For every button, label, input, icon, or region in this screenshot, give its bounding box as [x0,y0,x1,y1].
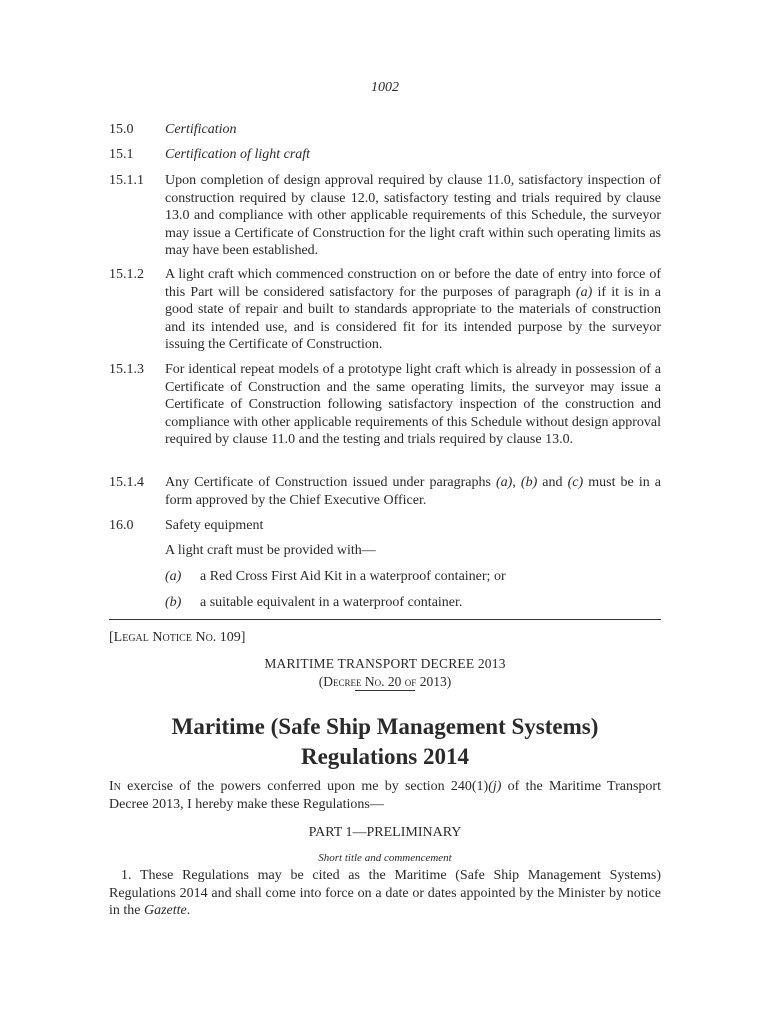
separator: and [537,475,568,490]
section-15-1-1 [109,172,661,260]
regulation-title [0,712,770,772]
regulation-title-line: Regulations 2014 [300,744,470,769]
legal-notice [109,630,245,646]
section-side-heading: Short title and commencement [318,852,452,864]
paragraph-ref: (c) [567,475,584,490]
decree-part: . 20 [381,674,405,689]
section-15-1-4 [109,474,661,509]
safety-intro [109,542,661,560]
legal-notice-part: Notice [148,630,192,645]
paragraph-ref: (a) [496,475,513,490]
section-number: 15.1 [109,147,134,162]
safety-intro-text: A light craft must be provided with— [165,543,376,558]
section-15-0 [109,121,661,139]
decree-part: ( [318,674,324,689]
section-15-1 [109,146,661,164]
section-number: 15.0 [109,122,134,137]
preamble-text: exercise of the powers conferred upon me by section 240(1) [120,779,489,794]
list-item [165,568,506,586]
section-text [165,474,661,509]
paragraph-ref: (b) [520,475,538,490]
separator: , [512,475,521,490]
list-item [165,594,462,612]
section-text-part: must be in a form approved by the Chief Executive Officer. [165,475,662,508]
section-text-part: A light craft which commenced construction on or before the date of entry into force of this Part will be considered satisfactory for the purposes of paragraph [165,267,661,300]
decree-part: of [404,674,417,689]
section-heading: Certification of light craft [165,147,311,162]
list-item-text: a Red Cross First Aid Kit in a waterproof container; or [200,569,506,584]
legal-notice-part: No [191,630,213,645]
paragraph-ref: (j) [488,779,502,794]
section-number: 15.1.3 [109,362,144,377]
list-item-text: a suitable equivalent in a waterproof container. [200,595,463,610]
section-text [165,266,661,354]
decree-part: Decree [323,674,362,689]
section-text-part: if it is in a good state of repair and built to standards appropriate to the materials of construction and its intended use, and is considered fit for its intended purpose by the surveyor issuing the Certificate of Construction. [165,284,661,353]
section-number: 15.1.1 [109,173,144,188]
decree-title: MARITIME TRANSPORT DECREE 2013 [264,656,506,671]
list-item-label: (a) [165,569,182,584]
list-item-label: (b) [165,595,182,610]
section-text-part: Any Certificate of Construction issued under paragraphs [165,475,496,490]
page-number: 1002 [371,80,399,95]
decree-part: 2013) [416,674,452,689]
short-divider [355,690,415,691]
regulation-text: 1. These Regulations may be cited as the Maritime (Safe Ship Management Systems) Regulations 2014 and shall come into force on a date or dates appointed by the Minister by notice in the [109,868,661,919]
regulation-text: . [186,903,191,919]
decree-number [0,674,770,690]
section-number: 16.0 [109,518,134,533]
preamble-text: of the Maritime Transport Decree 2013, I hereby make these Regulations— [109,779,661,812]
legal-notice-part: Legal [113,630,149,645]
legal-notice-part: [ [109,630,114,645]
section-number: 15.1.4 [109,475,144,490]
section-15-1-3 [109,361,661,449]
section-15-1-2 [109,266,661,354]
section-text: Upon completion of design approval required by clause 11.0, satisfactory inspection of construction required by clause 12.0, satisfactory testing and trials required by clause 13.0 and compliance with other applicable requirements of this Schedule, the surveyor may issue a Certificate of Construction for the light craft within such operating limits as may have been established. [165,173,661,259]
section-heading: Safety equipment [165,518,264,533]
section-16-0 [109,517,661,535]
section-number: 15.1.2 [109,267,144,282]
preamble-first-word: In [109,779,121,794]
decree-part: No [361,674,382,689]
preamble [109,778,661,813]
regulation-1 [109,867,661,920]
gazette-ref: Gazette [144,903,187,919]
legal-notice-part: . 109] [212,630,246,645]
part-heading: PART 1—PRELIMINARY [308,825,462,840]
regulation-title-line: Maritime (Safe Ship Management Systems) [171,714,599,739]
section-heading: Certification [165,122,237,137]
paragraph-ref: (a) [575,284,593,300]
section-text: For identical repeat models of a prototype light craft which is already in possession of a Certificate of Construction and the same operating limits, the surveyor may issue a Certificate of Construction following satisfactory inspection of the construction and compliance with other applicable requirements of this Schedule without design approval required by clause 11.0 and the testing and trials required by clause 13.0. [165,362,661,448]
divider-rule [109,619,661,620]
